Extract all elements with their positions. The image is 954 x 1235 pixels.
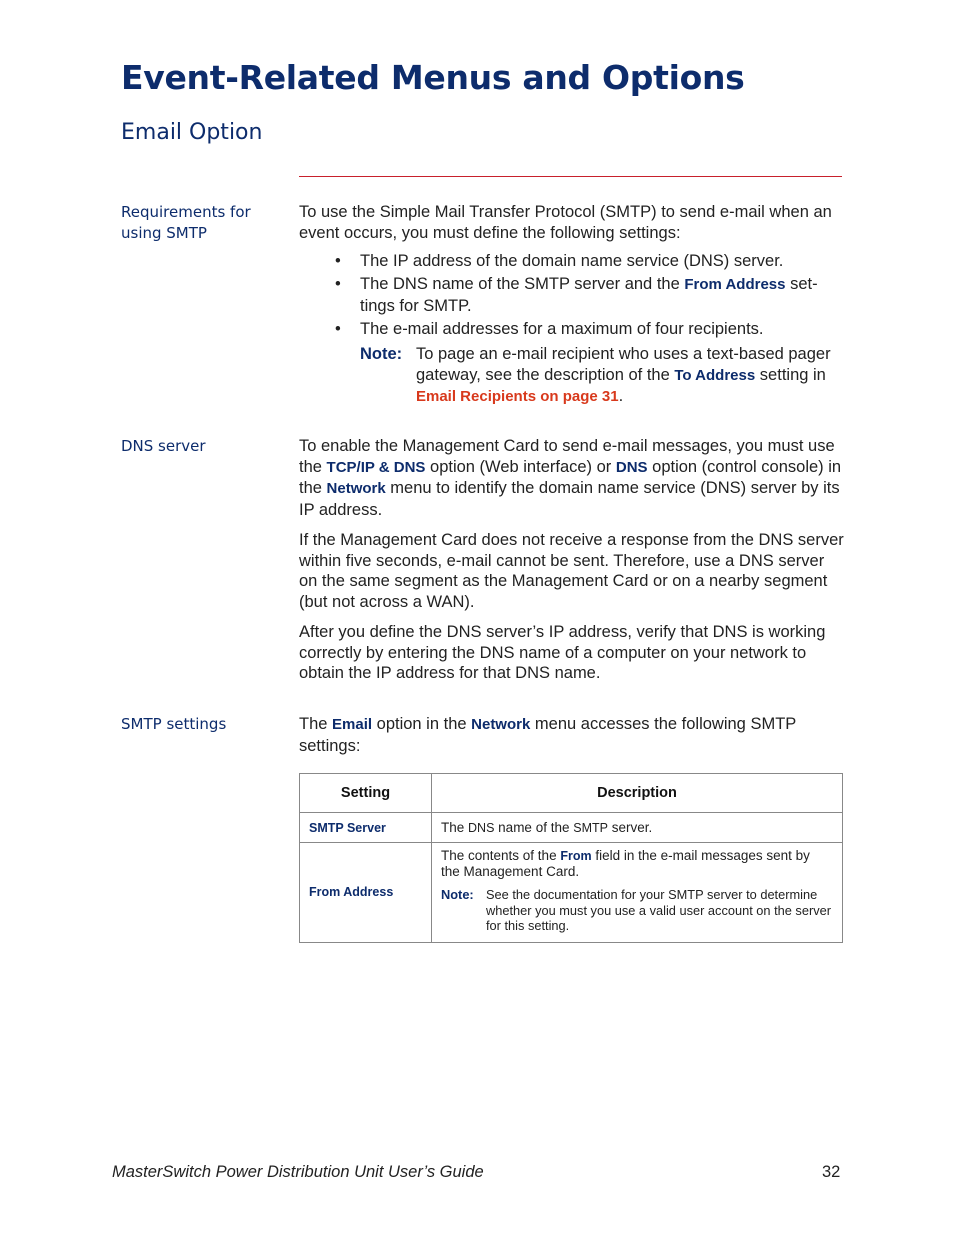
text-part: server. [607,819,653,835]
list-item [299,251,844,272]
keyword: Network [471,716,531,733]
note-label: Note: [441,887,474,902]
table-header-row [300,774,843,813]
page-number: 32 [822,1163,841,1181]
paragraph: If the Management Card does not receive a response from the DNS server within five seconds, e-mail cannot be sent. Therefore, use a DNS server on the same segment as the Management Card or on a nearby segment (but not across a WAN). [299,531,844,611]
table-row [300,813,843,843]
text-part: DNS [468,820,495,835]
keyword: DNS [615,458,648,476]
keyword: Network [326,480,386,497]
text-part: menu accesses the following SMTP settings: [299,715,796,755]
text-part: name of the [494,819,574,835]
note-block [299,344,844,408]
list-item-text: The e-mail addresses for a maximum of four recipients. [360,319,764,338]
table-header-setting: Setting [300,774,432,813]
smtp-settings-table [299,773,843,943]
list-item [299,319,844,340]
requirements-list [299,251,844,339]
requirements-intro: To use the Simple Mail Transfer Protocol (SMTP) to send e-mail when an event occurs, you must define the following settings: [299,203,832,242]
list-item-text: set-tings for SMTP. [360,275,818,315]
side-heading-dns: DNS server [121,437,206,455]
footer-title: MasterSwitch Power Distribution Unit User’s Guide [112,1163,484,1181]
note-text-part: To page an e-mail recipient who uses a text-based pager gateway, see the description of the [416,345,831,384]
table-row [300,843,843,943]
paragraph: After you define the DNS server’s IP address, verify that DNS is working correctly by entering the DNS name of a computer on your network to obtain the IP address for that DNS name. [299,623,826,682]
note-text-part: setting in [755,365,826,384]
setting-description [432,813,843,843]
text-part: option in the [372,715,472,733]
bullet-icon: • [335,275,341,293]
paragraph [299,436,844,520]
list-item-text: The DNS name of the SMTP server and the [360,275,685,293]
bullet-icon: • [335,252,341,270]
side-heading-smtp: SMTP settings [121,715,227,733]
side-heading-line-2: using SMTP [121,224,207,242]
text-part: field in the e-mail messages sent by the Management Card. [441,848,810,879]
keyword: TCP/IP & DNS [326,458,426,476]
side-heading-requirements [121,202,281,244]
paragraph [299,714,844,756]
list-item-text: The IP address of the domain name service (DNS) server. [360,252,784,270]
text-part: The [441,819,469,835]
table-header-description: Description [432,774,843,813]
table-note [441,887,832,934]
section-divider [299,176,842,177]
smtp-body [299,714,844,766]
note-label: Note: [360,345,403,363]
note-text-part: . [618,387,624,405]
requirements-body [299,202,844,408]
keyword: To Address [674,366,756,384]
text-part: option (control console) in the [299,457,842,497]
text-part: The [299,715,333,733]
side-heading-line-1: Requirements for [121,203,251,221]
section-title: Email Option [121,120,263,145]
setting-name: From Address [300,843,432,943]
cross-reference-link[interactable]: Email Recipients on page 31 [416,388,619,405]
list-item [299,274,844,316]
text-part: SMTP [573,820,608,835]
keyword: From Address [684,276,786,293]
description-text [441,848,832,880]
text-part: option (Web interface) or [425,457,616,476]
bullet-icon: • [335,319,341,338]
setting-description [432,843,843,943]
text-part: menu to identify the domain name service (DNS) server by its IP address. [299,479,840,519]
dns-body [299,436,844,694]
setting-name: SMTP Server [300,813,432,843]
page-title: Event-Related Menus and Options [121,58,745,97]
text-part: To enable the Management Card to send e-mail messages, you must use the [299,437,835,476]
keyword: From [560,849,592,863]
note-text [416,344,844,408]
note-text: See the documentation for your SMTP server to determine whether you must you use a valid user account on the server for this setting. [486,887,831,933]
keyword: Email [332,716,373,733]
text-part: The contents of the [441,848,561,863]
